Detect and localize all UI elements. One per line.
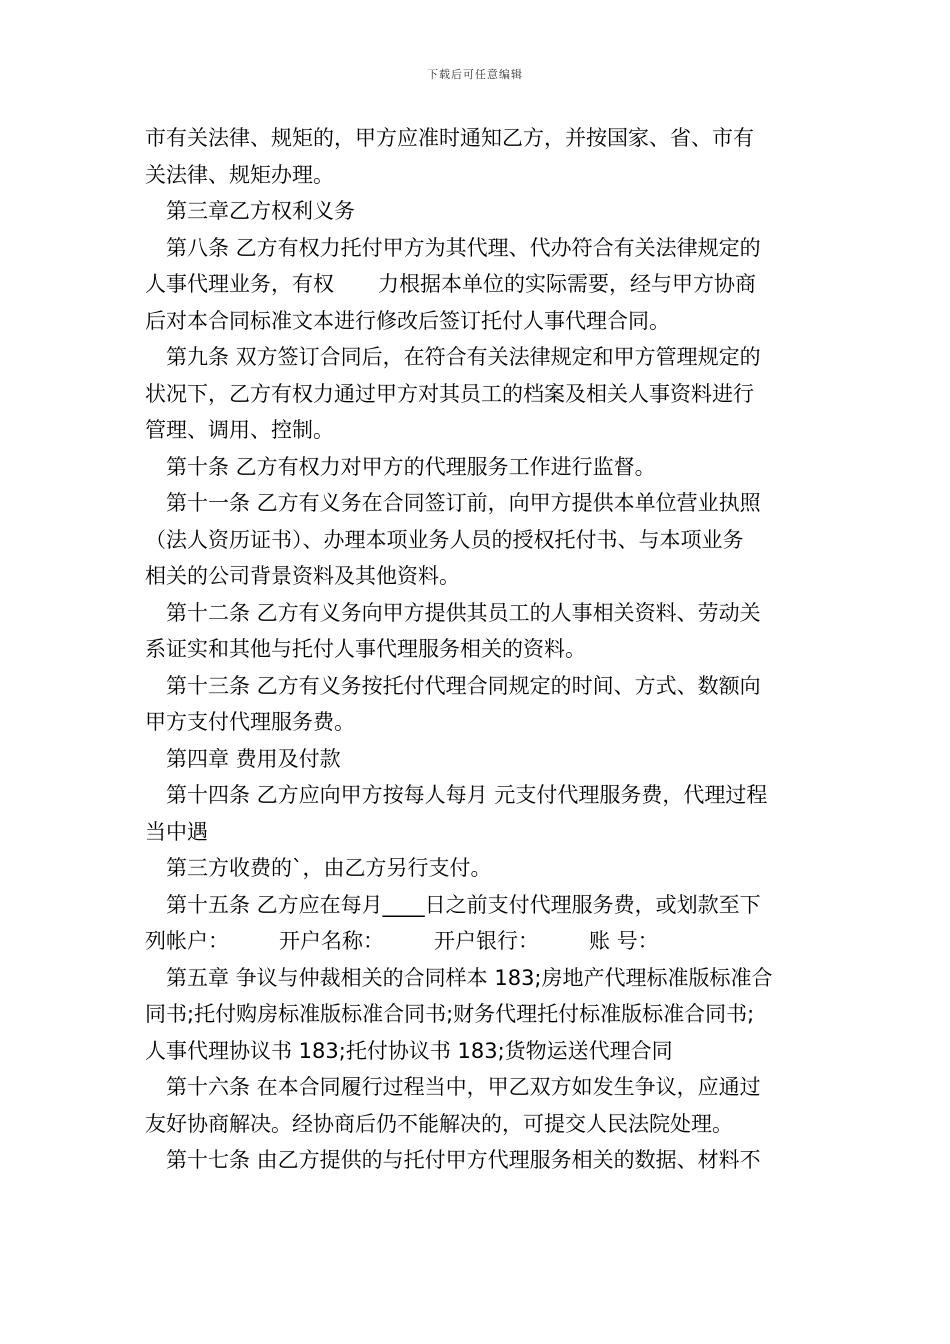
text-line: 甲方支付代理服务费。 bbox=[145, 710, 355, 734]
text-line: 当中遇 bbox=[145, 819, 208, 844]
text-segment: 人事代理业务，有权 bbox=[145, 272, 334, 296]
account-label: 列帐户： bbox=[145, 929, 229, 953]
text-line: 友好协商解决。经协商后仍不能解决的，可提交人民法院处理。 bbox=[145, 1111, 733, 1136]
text-line bbox=[145, 266, 810, 303]
text-line: 同书;托付购房标准版标准合同书;财务代理托付标准版标准合同书; bbox=[145, 1002, 755, 1026]
document-body bbox=[145, 120, 810, 1179]
chapter-heading: 第五章 争议与仲裁相关的合同样本 183;房地产代理标准版标准合 bbox=[166, 965, 773, 990]
article-line: 第十二条 乙方有义务向甲方提供其员工的人事相关资料、劳动关 bbox=[166, 600, 761, 625]
text-line: 系证实和其他与托付人事代理服务相关的资料。 bbox=[145, 637, 586, 661]
text-line: 管理、调用、控制。 bbox=[145, 418, 334, 442]
text-line: 相关的公司背景资料及其他资料。 bbox=[145, 564, 460, 588]
text-line: 关法律、规矩办理。 bbox=[145, 162, 334, 187]
text-line: 市有关法律、规矩的，甲方应准时通知乙方，并按国家、省、市有 bbox=[145, 126, 754, 150]
text-line: 状况下，乙方有权力通过甲方对其员工的档案及相关人事资料进行 bbox=[145, 381, 754, 406]
text-line: （法人资历证书）、办理本项业务人员的授权托付书、与本项业务 bbox=[145, 527, 744, 552]
article-line: 第十五条 乙方应在每月____日之前支付代理服务费，或划款至下 bbox=[166, 892, 761, 917]
account-fields-line bbox=[145, 923, 810, 960]
account-name-label: 开户名称： bbox=[279, 929, 384, 953]
article-line: 第十三条 乙方有义务按托付代理合同规定的时间、方式、数额向 bbox=[166, 673, 761, 698]
article-line: 第十四条 乙方应向甲方按每人每月 元支付代理服务费，代理过程 bbox=[166, 783, 768, 807]
article-line: 第十六条 在本合同履行过程当中，甲乙双方如发生争议，应通过 bbox=[166, 1075, 761, 1099]
text-line: 后对本合同标准文本进行修改后签订托付人事代理合同。 bbox=[145, 308, 670, 333]
chapter-heading: 第四章 费用及付款 bbox=[166, 746, 341, 771]
chapter-heading: 第三章乙方权利义务 bbox=[166, 199, 355, 223]
account-number-label: 账 号： bbox=[589, 929, 659, 953]
bank-label: 开户银行： bbox=[434, 929, 539, 953]
page-header: 下载后可任意编辑 bbox=[427, 68, 523, 81]
text-line: 人事代理协议书 183;托付协议书 183;货物运送代理合同 bbox=[145, 1038, 673, 1063]
article-line: 第十七条 由乙方提供的与托付甲方代理服务相关的数据、材料不 bbox=[166, 1148, 761, 1172]
text-line: 第三方收费的`，由乙方另行支付。 bbox=[166, 856, 492, 880]
article-line: 第十一条 乙方有义务在合同签订前，向甲方提供本单位营业执照 bbox=[166, 491, 761, 515]
article-line: 第十条 乙方有权力对甲方的代理服务工作进行监督。 bbox=[166, 454, 656, 479]
text-segment: 力根据本单位的实际需要，经与甲方协商 bbox=[378, 272, 756, 296]
article-line: 第八条 乙方有权力托付甲方为其代理、代办符合有关法律规定的 bbox=[166, 235, 761, 260]
article-line: 第九条 双方签订合同后，在符合有关法律规定和甲方管理规定的 bbox=[166, 345, 761, 369]
